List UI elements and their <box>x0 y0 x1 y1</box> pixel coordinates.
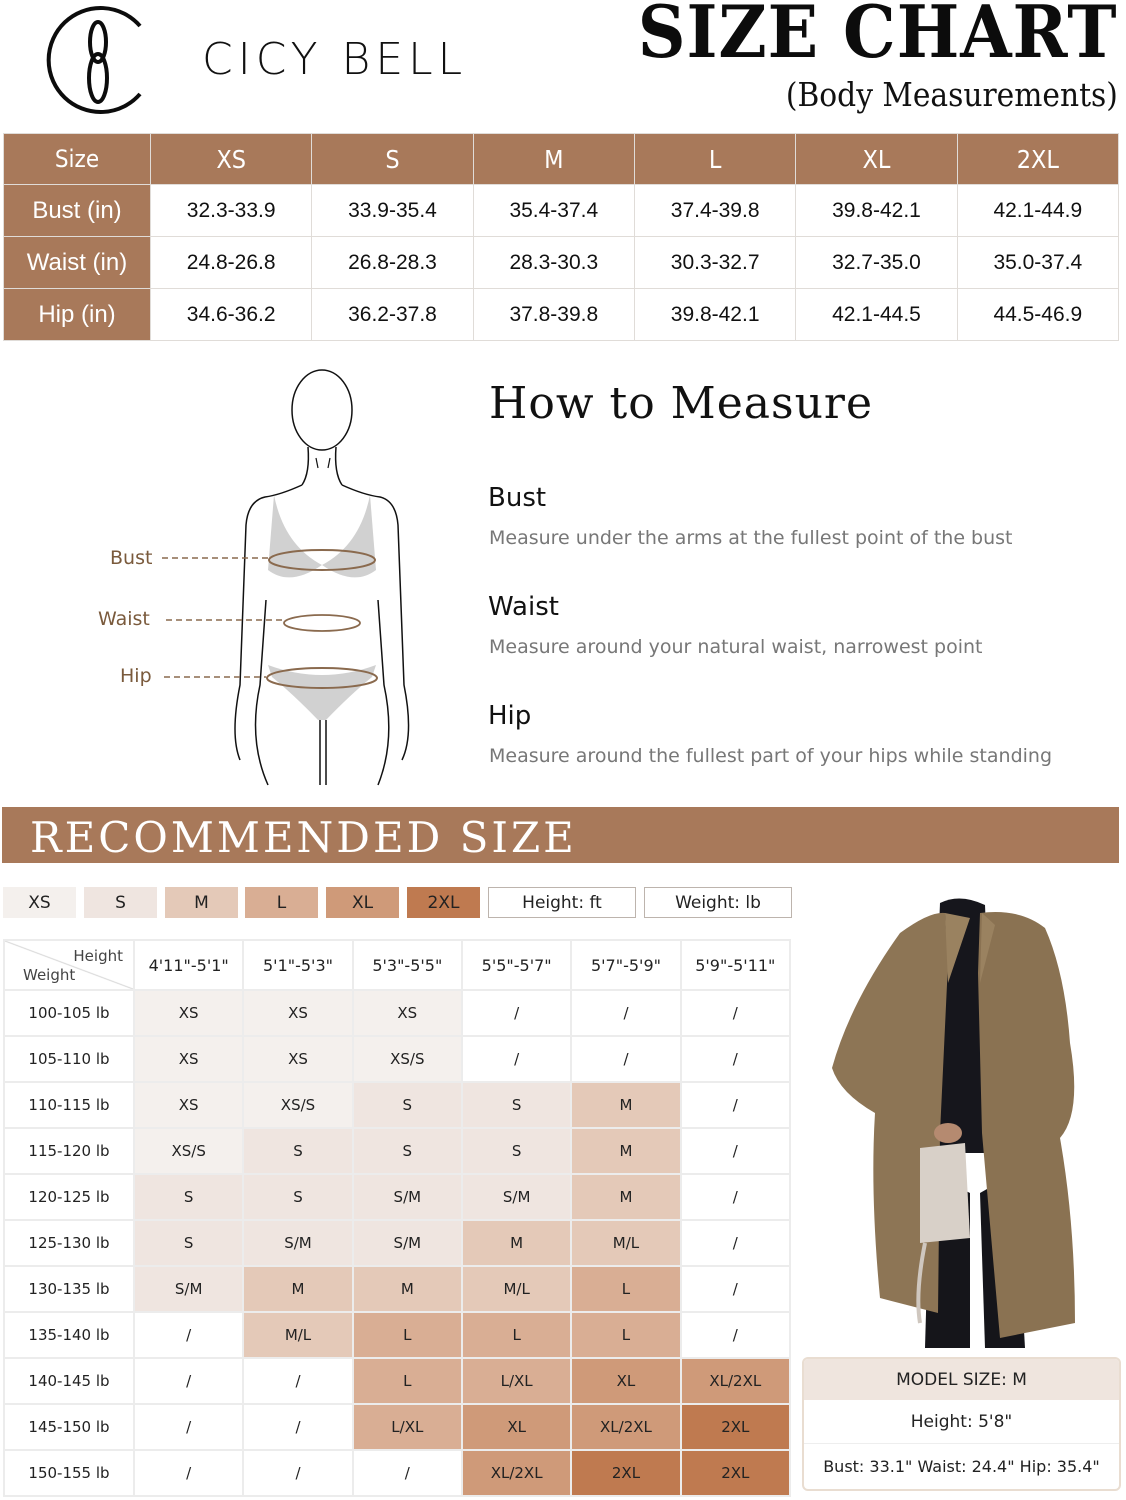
measure-waist-desc: Measure around your natural waist, narrowest point <box>489 636 983 658</box>
size-cell: S <box>462 1082 571 1128</box>
page-title: SIZE CHART <box>638 0 1118 74</box>
corner-height-label: Height <box>73 947 123 965</box>
size-cell: S <box>243 1128 352 1174</box>
measure-bust-desc: Measure under the arms at the fullest point of the bust <box>489 527 1013 549</box>
brand-logo-icon <box>40 4 156 116</box>
size-cell: L/XL <box>462 1358 571 1404</box>
legend-2xl: 2XL <box>407 887 480 918</box>
header-cell: XS <box>151 134 312 185</box>
size-cell: M <box>571 1128 680 1174</box>
size-cell: L <box>571 1312 680 1358</box>
table-row <box>4 1450 790 1496</box>
size-cell: / <box>353 1450 462 1496</box>
table-row <box>4 1404 790 1450</box>
recommended-banner <box>2 807 1119 863</box>
corner-weight-label: Weight <box>23 966 76 984</box>
size-cell: / <box>681 1220 790 1266</box>
table-row <box>4 1174 790 1220</box>
size-cell: L <box>462 1312 571 1358</box>
table-row <box>4 1036 790 1082</box>
size-cell: XS <box>353 990 462 1036</box>
size-cell: S <box>134 1174 243 1220</box>
header-cell: L <box>634 134 795 185</box>
size-cell: XS <box>134 990 243 1036</box>
measure-hip-desc: Measure around the fullest part of your hips while standing <box>489 745 1053 767</box>
table-row <box>4 237 1119 289</box>
table-cell: 30.3-32.7 <box>634 237 795 289</box>
body-measurement-table <box>3 133 1119 341</box>
size-cell: XS <box>134 1082 243 1128</box>
table-cell: 24.8-26.8 <box>151 237 312 289</box>
table-cell: 39.8-42.1 <box>796 185 957 237</box>
table-row <box>4 1312 790 1358</box>
size-cell: / <box>462 990 571 1036</box>
legend-l: L <box>245 887 318 918</box>
header-cell: S <box>312 134 473 185</box>
brand-name: CICY BELL <box>202 34 468 85</box>
size-cell: XL/2XL <box>681 1358 790 1404</box>
size-cell: S/M <box>462 1174 571 1220</box>
page-subtitle: (Body Measurements) <box>785 75 1118 114</box>
size-cell: / <box>681 1082 790 1128</box>
size-cell: / <box>134 1404 243 1450</box>
height-header: 5'1"-5'3" <box>243 940 352 990</box>
size-cell: M <box>243 1266 352 1312</box>
size-cell: S <box>462 1128 571 1174</box>
weight-label: 110-115 lb <box>4 1082 134 1128</box>
size-cell: XS <box>243 990 352 1036</box>
weight-label: 115-120 lb <box>4 1128 134 1174</box>
header-cell: M <box>473 134 634 185</box>
table-cell: 44.5-46.9 <box>957 289 1118 341</box>
table-row <box>4 1266 790 1312</box>
table-cell: 34.6-36.2 <box>151 289 312 341</box>
table-row <box>4 990 790 1036</box>
header-cell: XL <box>796 134 957 185</box>
table-row <box>4 1220 790 1266</box>
size-cell: / <box>134 1358 243 1404</box>
size-cell: XS/S <box>134 1128 243 1174</box>
legend-weight-unit: Weight: lb <box>644 887 792 918</box>
table-cell: 33.9-35.4 <box>312 185 473 237</box>
height-header: 5'5"-5'7" <box>462 940 571 990</box>
size-cell: L <box>353 1312 462 1358</box>
size-cell: S <box>134 1220 243 1266</box>
size-cell: / <box>681 1174 790 1220</box>
legend-height-unit: Height: ft <box>488 887 636 918</box>
row-label: Waist (in) <box>4 237 151 289</box>
body-figure <box>90 365 430 790</box>
table-cell: 39.8-42.1 <box>634 289 795 341</box>
weight-label: 150-155 lb <box>4 1450 134 1496</box>
size-cell: XL <box>571 1358 680 1404</box>
height-header: 5'7"-5'9" <box>571 940 680 990</box>
size-cell: XS <box>134 1036 243 1082</box>
table-row <box>4 185 1119 237</box>
size-cell: / <box>134 1450 243 1496</box>
table-cell: 32.7-35.0 <box>796 237 957 289</box>
size-cell: L <box>353 1358 462 1404</box>
recommended-size-table <box>3 939 791 1497</box>
figure-label-hip: Hip <box>120 665 152 687</box>
weight-label: 100-105 lb <box>4 990 134 1036</box>
body-outline-icon <box>90 365 430 790</box>
size-cell: / <box>571 1036 680 1082</box>
table-cell: 37.4-39.8 <box>634 185 795 237</box>
size-cell: XL/2XL <box>571 1404 680 1450</box>
size-cell: XS/S <box>243 1082 352 1128</box>
size-cell: / <box>243 1404 352 1450</box>
size-cell: M <box>462 1220 571 1266</box>
weight-label: 145-150 lb <box>4 1404 134 1450</box>
row-label: Bust (in) <box>4 185 151 237</box>
size-cell: / <box>571 990 680 1036</box>
size-cell: / <box>462 1036 571 1082</box>
size-cell: / <box>681 1128 790 1174</box>
size-cell: S <box>353 1082 462 1128</box>
table-cell: 35.0-37.4 <box>957 237 1118 289</box>
figure-label-bust: Bust <box>110 547 153 569</box>
recommended-title: RECOMMENDED SIZE <box>30 813 577 862</box>
corner-cell <box>4 940 134 990</box>
size-cell: 2XL <box>571 1450 680 1496</box>
table-cell: 35.4-37.4 <box>473 185 634 237</box>
size-cell: S/M <box>353 1220 462 1266</box>
weight-label: 125-130 lb <box>4 1220 134 1266</box>
size-cell: M/L <box>243 1312 352 1358</box>
header-cell: 2XL <box>957 134 1118 185</box>
size-cell: M <box>571 1082 680 1128</box>
measure-bust-title: Bust <box>488 483 547 513</box>
height-header: 5'9"-5'11" <box>681 940 790 990</box>
figure-label-waist: Waist <box>98 608 150 630</box>
model-size: MODEL SIZE: M <box>804 1359 1119 1400</box>
table-row <box>4 1358 790 1404</box>
size-cell: / <box>681 1036 790 1082</box>
table-row <box>4 1082 790 1128</box>
weight-label: 105-110 lb <box>4 1036 134 1082</box>
size-cell: XS <box>243 1036 352 1082</box>
model-info-card <box>802 1357 1121 1491</box>
table-cell: 42.1-44.5 <box>796 289 957 341</box>
measure-hip-title: Hip <box>488 701 532 731</box>
size-cell: M <box>571 1174 680 1220</box>
weight-label: 135-140 lb <box>4 1312 134 1358</box>
table-header-row <box>4 940 790 990</box>
size-cell: XS/S <box>353 1036 462 1082</box>
how-to-measure-title: How to Measure <box>489 378 873 429</box>
size-cell: / <box>681 1312 790 1358</box>
height-header: 5'3"-5'5" <box>353 940 462 990</box>
legend-s: S <box>84 887 157 918</box>
weight-label: 130-135 lb <box>4 1266 134 1312</box>
size-cell: M/L <box>571 1220 680 1266</box>
height-header: 4'11"-5'1" <box>134 940 243 990</box>
size-cell: S/M <box>243 1220 352 1266</box>
row-label: Hip (in) <box>4 289 151 341</box>
legend-xl: XL <box>326 887 399 918</box>
size-cell: / <box>243 1358 352 1404</box>
size-cell: XL/2XL <box>462 1450 571 1496</box>
size-cell: / <box>681 1266 790 1312</box>
size-cell: XL <box>462 1404 571 1450</box>
size-cell: / <box>681 990 790 1036</box>
model-measurements: Bust: 33.1" Waist: 24.4" Hip: 35.4" <box>823 1457 1100 1476</box>
measure-waist-title: Waist <box>488 592 559 622</box>
size-cell: 2XL <box>681 1450 790 1496</box>
table-cell: 36.2-37.8 <box>312 289 473 341</box>
size-cell: S/M <box>353 1174 462 1220</box>
table-cell: 37.8-39.8 <box>473 289 634 341</box>
size-cell: / <box>243 1450 352 1496</box>
size-cell: 2XL <box>681 1404 790 1450</box>
table-cell: 32.3-33.9 <box>151 185 312 237</box>
model-height: Height: 5'8" <box>804 1400 1119 1444</box>
size-cell: S/M <box>134 1266 243 1312</box>
size-cell: L/XL <box>353 1404 462 1450</box>
weight-label: 140-145 lb <box>4 1358 134 1404</box>
table-cell: 28.3-30.3 <box>473 237 634 289</box>
header-cell: Size <box>4 134 151 185</box>
table-row <box>4 1128 790 1174</box>
size-cell: S <box>243 1174 352 1220</box>
table-cell: 26.8-28.3 <box>312 237 473 289</box>
table-cell: 42.1-44.9 <box>957 185 1118 237</box>
size-cell: M <box>353 1266 462 1312</box>
size-cell: M/L <box>462 1266 571 1312</box>
table-header-row <box>4 134 1119 185</box>
model-photo <box>820 893 1110 1348</box>
size-cell: L <box>571 1266 680 1312</box>
legend-xs: XS <box>3 887 76 918</box>
weight-label: 120-125 lb <box>4 1174 134 1220</box>
size-cell: / <box>134 1312 243 1358</box>
size-cell: S <box>353 1128 462 1174</box>
table-row <box>4 289 1119 341</box>
legend-m: M <box>165 887 238 918</box>
